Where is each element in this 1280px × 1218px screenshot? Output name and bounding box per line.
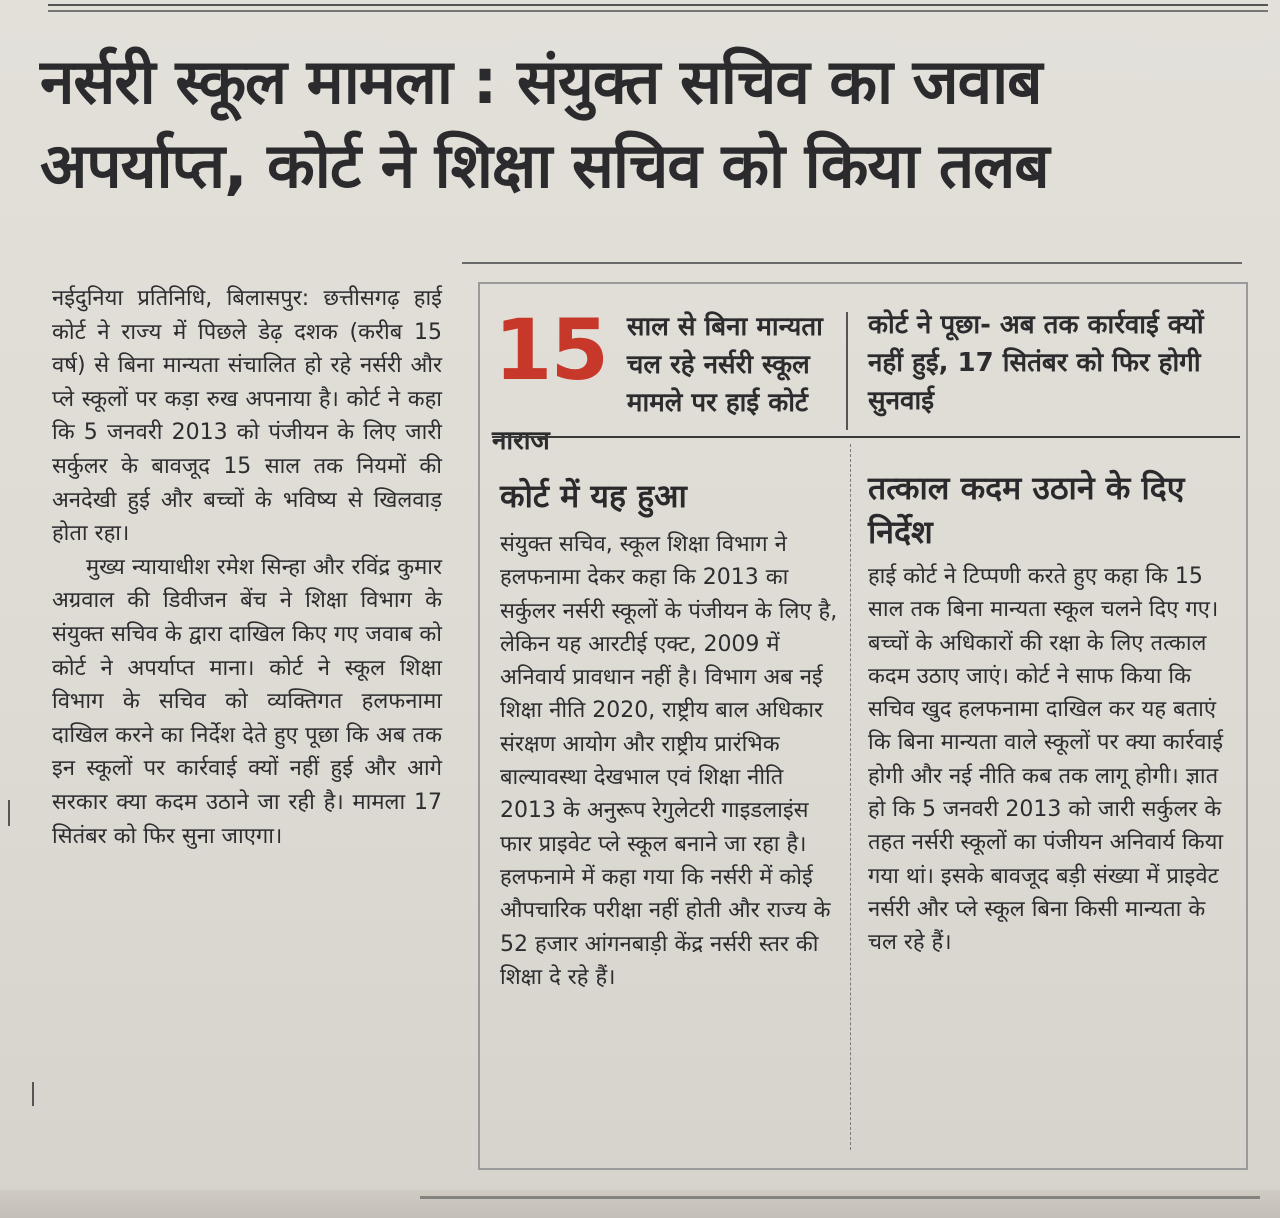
headline: [40, 40, 1250, 208]
column-divider: [850, 444, 851, 1150]
highlight-left-text: साल से बिना मान्यता चल रहे नर्सरी स्कूल मामले पर हाई कोर्ट नाराज: [492, 312, 823, 456]
headline-line-1: नर्सरी स्कूल मामला : संयुक्त सचिव का जवाब: [40, 45, 1042, 118]
headline-line-2: अपर्याप्त, कोर्ट ने शिक्षा सचिव को किया तलब: [40, 129, 1049, 202]
section-court-title: कोर्ट में यह हुआ: [500, 477, 687, 515]
section-court-happened: [500, 474, 838, 994]
section-directions-text: हाई कोर्ट ने टिप्पणी करते हुए कहा कि 15 साल तक बिना मान्यता स्कूल चलने दिए गए। बच्चों के अधिकारों की रक्षा के लिए तत्काल कदम उठाए जाएं। कोर्ट ने साफ किया कि सचिव खुद हलफनामा दाखिल कर यह बताएं कि बिना मान्यता वाले स्कूलों पर क्या कार्रवाई होगी और नई नीति कब तक लागू होगी। ज्ञात हो कि 5 जनवरी 2013 को जारी सर्कुलर के तहत नर्सरी स्कूलों का पंजीयन अनिवार्य किया गया थां। इसके बावजूद बड़ी संख्या में प्राइवेट नर्सरी और प्ले स्कूल बिना किसी मान्यता के चल रहे हैं।: [868, 564, 1224, 956]
main-article-column: [52, 282, 442, 853]
highlight-right: [868, 306, 1228, 420]
section-directions: [868, 466, 1232, 960]
section-court-text: संयुक्त सचिव, स्कूल शिक्षा विभाग ने हलफनामा देकर कहा कि 2013 का सर्कुलर नर्सरी स्कूलों के पंजीयन के लिए है, लेकिन यह आरटीई एक्ट, 2009 में अनिवार्य प्रावधान नहीं है। विभाग अब नई शिक्षा नीति 2020, राष्ट्रीय बाल अधिकार संरक्षण आयोग और राष्ट्रीय प्रारंभिक बाल्यावस्था देखभाल एवं शिक्षा नीति 2013 के अनुरूप रेगुलेटरी गाइडलाइंस फार प्राइवेट प्ले स्कूल बनाने जा रहा है। हलफनामे में कहा गया कि नर्सरी में कोई औपचारिक परीक्षा नहीं होती और राज्य के 52 हजार आंगनबाड़ी केंद्र नर्सरी स्तर की शिक्षा दे रहे हैं।: [500, 532, 838, 990]
box-top-rule: [462, 262, 1242, 264]
highlight-divider: [846, 312, 848, 430]
article-paragraph-1: नईदुनिया प्रतिनिधि, बिलासपुर: छत्तीसगढ़ हाई कोर्ट ने राज्य में पिछले डेढ़ दशक (करीब 15 वर्ष) से बिना मान्यता संचालित हो रहे नर्सरी और प्ले स्कूलों पर कड़ा रुख अपनाया है। कोर्ट ने कहा कि 5 जनवरी 2013 को पंजीयन के लिए जारी सर्कुलर के बावजूद 15 साल तक नियमों की अनदेखी हुई और बच्चों के भविष्य से खिलवाड़ होता रहा।: [52, 286, 442, 547]
left-edge-mark-2: [32, 1082, 34, 1106]
section-directions-title: तत्काल कदम उठाने के दिए निर्देश: [868, 469, 1185, 551]
top-border-rule: [48, 4, 1268, 12]
highlight-number: 15: [494, 301, 607, 399]
highlight-bottom-rule: [492, 436, 1240, 438]
next-article-ghost: [420, 1196, 1260, 1218]
left-edge-mark: [8, 800, 10, 826]
highlight-right-text: कोर्ट ने पूछा- अब तक कार्रवाई क्यों नहीं हुई, 17 सितंबर को फिर होगी सुनवाई: [868, 310, 1204, 416]
article-paragraph-2: मुख्य न्यायाधीश रमेश सिन्हा और रविंद्र कुमार अग्रवाल की डिवीजन बेंच ने शिक्षा विभाग के संयुक्त सचिव के द्वारा दाखिल किए गए जवाब को कोर्ट ने अपर्याप्त माना। कोर्ट ने स्कूल शिक्षा विभाग के सचिव को व्यक्तिगत हलफनामा दाखिल करने का निर्देश देते हुए पूछा कि अब तक इन स्कूलों पर कार्रवाई क्यों नहीं हुई और आगे सरकार क्या कदम उठाने जा रही है। मामला 17 सितंबर को फिर सुना जाएगा।: [52, 554, 442, 849]
